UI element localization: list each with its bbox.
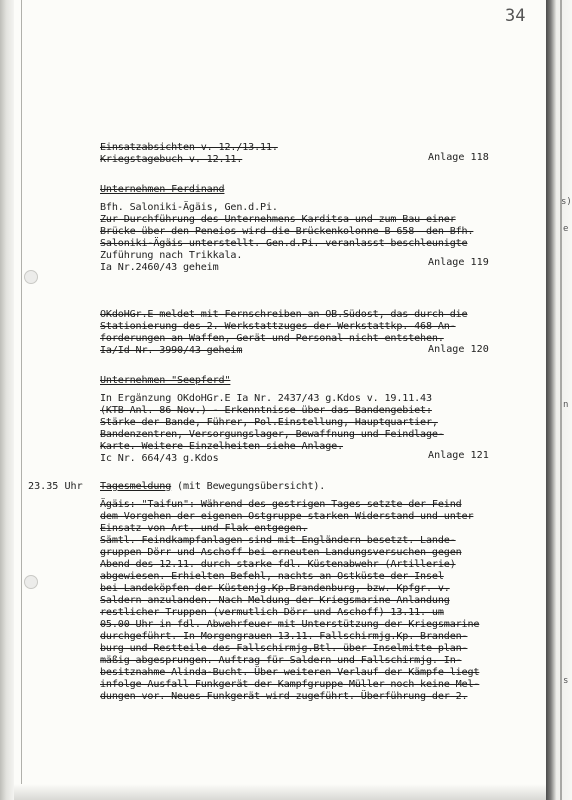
entry-line: (KTB Anl. 86 Nov.) - Erkenntnisse über das Bandengebiet: (100, 405, 432, 416)
entry-heading: Tagesmeldung (100, 481, 172, 492)
entry-line: 05.00 Uhr in fdl. Abwehrfeuer mit Unterstützung der Kriegsmarine (100, 619, 480, 630)
entry-line: forderungen an Waffen, Gerät und Personal nicht entstehen. (100, 333, 444, 344)
entry-line: Sämtl. Feindkampfanlagen sind mit Engländern besetzt. Lande- (100, 535, 456, 546)
entry-line: Bandenzentren, Versorgungslager, Bewaffnung und Feindlage- (100, 429, 444, 440)
entry-heading: Unternehmen "Seepferd" (100, 375, 231, 386)
anlage-reference: Anlage 121 (428, 450, 489, 461)
entry-line: Zur Durchführung des Unternehmens Karditsa und zum Bau einer (100, 214, 456, 225)
entry-heading-suffix: (mit Bewegungsübersicht). (171, 481, 326, 492)
left-margin-line (21, 0, 22, 800)
anlage-reference: Anlage 120 (428, 344, 489, 355)
time-stamp: 23.35 Uhr (28, 481, 83, 492)
entry-line: Einsatz von Art. und Flak entgegen. (100, 523, 308, 534)
entry-line: Saldern anzulanden. Nach Meldung der Kriegsmarine Anlandung (100, 595, 450, 606)
punch-hole (24, 575, 38, 589)
entry-line: besitznahme Alinda-Bucht. Über weiteren Verlauf der Kämpfe liegt (100, 667, 480, 678)
anlage-reference: Anlage 118 (428, 152, 489, 163)
page-number: 34 (505, 6, 526, 26)
entry-line: infolge Ausfall Funkgerät der Kampfgruppe Müller noch keine Mel- (100, 679, 480, 690)
punch-hole (24, 270, 38, 284)
entry-heading-row (100, 481, 325, 493)
entry-line: Kriegstagebuch v. 12.11. (100, 154, 243, 165)
edge-mark: n (563, 400, 569, 410)
entry-line: durchgeführt. In Morgengrauen 13.11. Fallschirmjg.Kp. Branden- (100, 631, 468, 642)
entry-line: Abend des 12.11. durch starke fdl. Küstenabwehr (Artillerie) (100, 559, 456, 570)
entry-line: Saloniki-Ägäis unterstellt. Gen.d.Pi. veranlasst beschleunigte (100, 238, 468, 249)
entry-line: Ia Nr.2460/43 geheim (100, 262, 219, 273)
entry-line: OKdoHGr.E meldet mit Fernschreiben an OB.Südost, das durch die (100, 309, 468, 320)
entry-heading: Unternehmen Ferdinand (100, 184, 225, 195)
edge-mark: s) (561, 197, 572, 207)
entry-line: Stärke der Bande, Führer, Pol.Einstellung, Hauptquartier, (100, 417, 438, 428)
entry-line: abgewiesen. Erhielten Befehl, nachts an Ostküste der Insel (100, 571, 444, 582)
entry-line: Ägäis: "Taifun": Während des gestrigen Tages setzte der Feind (100, 499, 462, 510)
entry-line: Einsatzabsichten v. 12./13.11. (100, 142, 278, 153)
right-margin-line (560, 0, 562, 800)
entry-line: burg und Restteile des Fallschirmjg.Btl. über Inselmitte plan- (100, 643, 468, 654)
edge-mark: e (563, 224, 569, 234)
entry-line: Zuführung nach Trikkala. (100, 250, 243, 261)
entry-line: Ic Nr. 664/43 g.Kdos (100, 453, 219, 464)
entry-line: dungen vor. Neues Funkgerät wird zugeführt. Überführung der 2. (100, 691, 468, 702)
binding-shadow (0, 0, 14, 800)
entry-line: Stationierung des 2. Werkstattzuges der Werkstattkp. 468 An- (100, 321, 456, 332)
entry-line: Bfh. Saloniki-Ägäis, Gen.d.Pi. (100, 202, 278, 213)
entry-line: In Ergänzung OKdoHGr.E Ia Nr. 2437/43 g.Kdos v. 19.11.43 (100, 393, 432, 404)
bottom-shadow (14, 784, 546, 800)
entry-line: mäßig abgesprungen. Auftrag für Saldern und Fallschirmjg. In- (100, 655, 462, 666)
entry-line: bei Landeköpfen der Küstenjg.Kp.Brandenburg, bzw. Kpfgr. v. (100, 583, 450, 594)
edge-mark: s (563, 676, 569, 686)
entry-line: Ia/Id Nr. 3990/43 geheim (100, 345, 243, 356)
entry-line: Karte. Weitere Einzelheiten siehe Anlage. (100, 441, 344, 452)
entry-line: Brücke über den Peneios wird die Brückenkolonne B 658 den Bfh. (100, 226, 474, 237)
entry-line: dem Vorgehen der eigenen Ostgruppe starken Widerstand und unter (100, 511, 474, 522)
entry-line: gruppen Dörr und Aschoff bei erneuten Landungsversuchen gegen (100, 547, 462, 558)
anlage-reference: Anlage 119 (428, 257, 489, 268)
entry-line: restlicher Truppen (vermutlich Dörr und Aschoff) 13.11. um (100, 607, 444, 618)
